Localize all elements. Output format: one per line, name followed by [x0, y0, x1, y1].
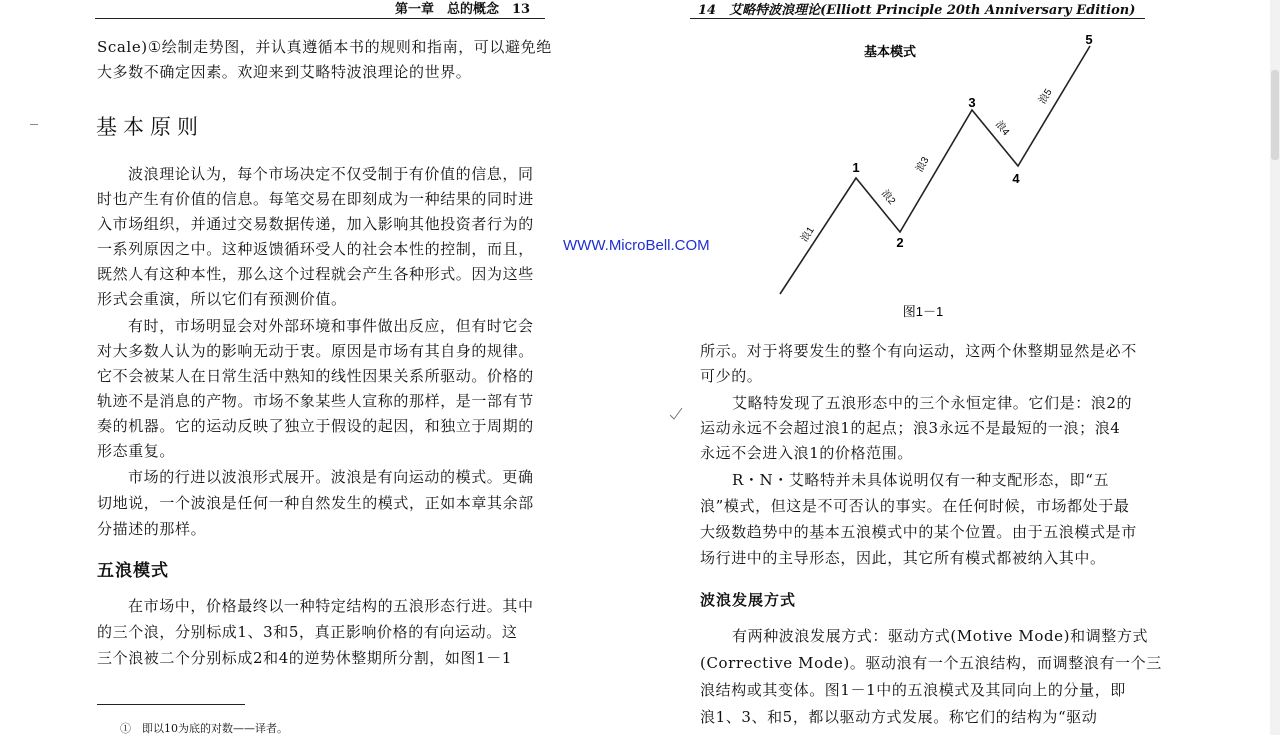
paragraph-line: 场行进中的主导形态，因此，其它所有模式都被纳入其中。 — [700, 549, 1106, 567]
paragraph-line: 的三个浪，分别标成1、3和5，真正影响价格的有向运动。这 — [97, 623, 518, 641]
paragraph-line: 市场的行进以波浪形式展开。波浪是有向运动的模式。更确 — [128, 468, 534, 486]
paragraph-line: 浪结构或其变体。图1－1中的五浪模式及其同向上的分量，即 — [700, 681, 1126, 699]
figure-title: 基本模式 — [863, 44, 917, 59]
paragraph-line: 艾略特发现了五浪形态中的三个永恒定律。它们是：浪2的 — [732, 394, 1133, 412]
left-page-header: 第一章 总的概念 13 — [395, 2, 531, 17]
wave-point-4: 4 — [1012, 171, 1020, 186]
footnote-rule — [97, 704, 245, 705]
paragraph-line: 所示。对于将要发生的整个有向运动，这两个休整期显然是必不 — [700, 342, 1137, 360]
scrollbar-thumb[interactable] — [1271, 70, 1279, 160]
paragraph-line: 大级数趋势中的基本五浪模式中的某个位置。由于五浪模式是市 — [700, 523, 1137, 541]
paragraph-line: 波浪理论认为，每个市场决定不仅受制于有价值的信息，同 — [128, 165, 534, 183]
intro-line: 大多数不确定因素。欢迎来到艾略特波浪理论的世界。 — [97, 63, 472, 81]
left-page — [0, 0, 560, 735]
paragraph-line: 奏的机器。它的运动反映了独立于假设的起因，和独立于周期的 — [97, 417, 534, 435]
paragraph-line: 切地说，一个波浪是任何一种自然发生的模式，正如本章其余部 — [97, 494, 534, 512]
paragraph-line: 运动永远不会超过浪1的起点；浪3永远不是最短的一浪；浪4 — [700, 419, 1121, 437]
paragraph-line: 可少的。 — [700, 367, 763, 385]
paragraph-line: 永远不会进入浪1的价格范围。 — [700, 444, 913, 462]
wave-label-5: 浪5 — [1037, 87, 1055, 107]
figure-caption: 图1－1 — [902, 304, 944, 319]
paragraph-line: 浪1、3、和5，都以驱动方式发展。称它们的结构为“驱动 — [700, 708, 1098, 726]
section-title: 基本原则 — [96, 115, 204, 139]
right-page-header: 14 艾略特波浪理论(Elliott Principle 20th Anniversary Edition) — [698, 3, 1136, 18]
wave-point-3: 3 — [968, 95, 976, 110]
wave-point-1: 1 — [852, 160, 860, 175]
intro-line: Scale)①绘制走势图，并认真遵循本书的规则和指南，可以避免绝 — [97, 38, 552, 56]
wave-diagram — [690, 0, 1170, 340]
paragraph-line: 轨迹不是消息的产物。市场不象某些人宣称的那样，是一部有节 — [97, 392, 534, 410]
watermark: WWW.MicroBell.COM — [563, 237, 710, 254]
footnote: ① 即以10为底的对数——译者。 — [120, 722, 288, 735]
paragraph-line: 在市场中，价格最终以一种特定结构的五浪形态行进。其中 — [128, 597, 534, 615]
paragraph-line: 有时，市场明显会对外部环境和事件做出反应，但有时它会 — [128, 317, 534, 335]
paragraph-line: 三个浪被二个分别标成2和4的逆势休整期所分割，如图1－1 — [97, 649, 512, 667]
wave-label-2: 浪2 — [878, 187, 898, 207]
right-page — [690, 0, 1170, 735]
wave-line — [780, 46, 1090, 294]
wave-label-1: 浪1 — [799, 225, 817, 245]
wave-point-2: 2 — [896, 235, 904, 250]
margin-mark — [30, 124, 38, 125]
paragraph-line: R・N・艾略特并未具体说明仅有一种支配形态，即“五 — [732, 471, 1110, 489]
subsection-title: 五浪模式 — [97, 561, 169, 581]
paragraph-line: 它不会被某人在日常生活中熟知的线性因果关系所驱动。价格的 — [97, 367, 534, 385]
check-mark-icon — [668, 406, 684, 422]
wave-label-3: 浪3 — [914, 155, 932, 175]
header-rule — [95, 18, 545, 19]
wave-point-5: 5 — [1085, 32, 1093, 47]
paragraph-line: 有两种波浪发展方式：驱动方式(Motive Mode)和调整方式 — [732, 627, 1149, 645]
paragraph-line: 形式会重演，所以它们有预测价值。 — [97, 290, 347, 308]
paragraph-line: 既然人有这种本性，那么这个过程就会产生各种形式。因为这些 — [97, 265, 534, 283]
paragraph-line: (Corrective Mode)。驱动浪有一个五浪结构，而调整浪有一个三 — [700, 654, 1162, 672]
paragraph-line: 时也产生有价值的信息。每笔交易在即刻成为一种结果的同时进 — [97, 190, 534, 208]
paragraph-line: 一系列原因之中。这种返馈循环受人的社会本性的控制，而且， — [97, 240, 534, 258]
paragraph-line: 形态重复。 — [97, 442, 176, 460]
section-title: 波浪发展方式 — [700, 591, 797, 609]
paragraph-line: 对大多数人认为的影响无动于衷。原因是市场有其自身的规律。 — [97, 342, 534, 360]
wave-label-4: 浪4 — [992, 118, 1012, 138]
paragraph-line: 入市场组织，并通过交易数据传递，加入影响其他投资者行为的 — [97, 215, 534, 233]
paragraph-line: 分描述的那样。 — [97, 520, 207, 538]
scrollbar[interactable] — [1270, 0, 1280, 735]
paragraph-line: 浪”模式，但这是不可否认的事实。在任何时候，市场都处于最 — [700, 497, 1130, 515]
